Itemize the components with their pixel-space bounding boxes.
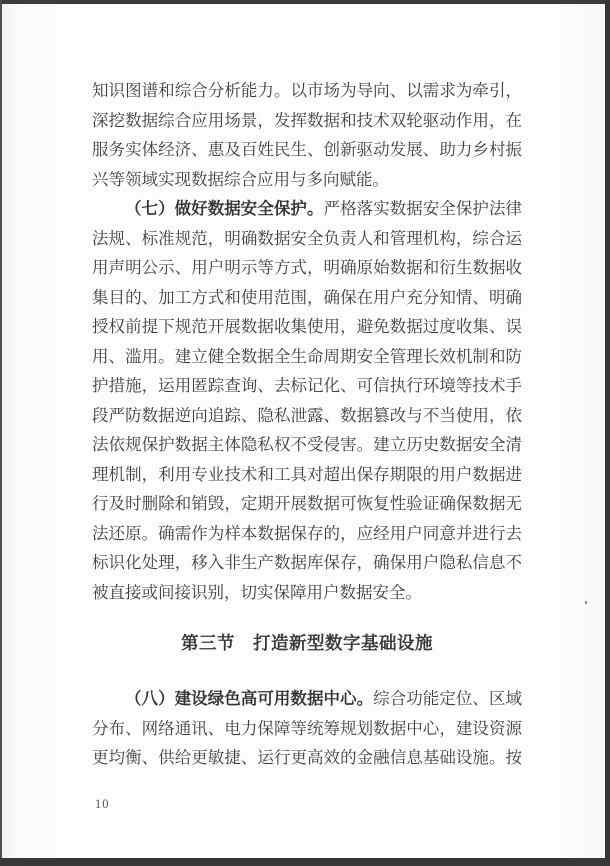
item-lead-bold: （八）建设绿色高可用数据中心。 (125, 689, 374, 708)
scan-border-right (605, 0, 610, 866)
text-line: 集目的、加工方式和使用范围，确保在用户充分知情、明确 (92, 287, 522, 307)
scan-border-left (0, 0, 2, 866)
text-line: 理机制，利用专业技术和工具对超出保存期限的用户数据进 (92, 464, 522, 484)
text-line: 护措施，运用匿踪查询、去标记化、可信执行环境等技术手 (92, 376, 522, 395)
text-line: 法还原。确需作为样本数据保存的，应经用户同意并进行去 (92, 523, 522, 543)
text-line: 用声明公示、用户明示等方式，明确原始数据和衍生数据收 (92, 258, 522, 277)
page-number: 10 (95, 797, 110, 811)
text-line: 更均衡、供给更敏捷、运行更高效的金融信息基础设施。按 (92, 748, 522, 767)
text-line: （八）建设绿色高可用数据中心。综合功能定位、区域 (125, 689, 523, 708)
text-line: 服务实体经济、惠及百姓民生、创新驱动发展、助力乡村振 (92, 140, 522, 159)
text-line: 知识图谱和综合分析能力。以市场为导向、以需求为牵引， (92, 81, 522, 100)
text-line: 法依规保护数据主体隐私权不受侵害。建立历史数据安全清 (92, 435, 522, 454)
scan-border-top (0, 0, 610, 4)
item-lead-bold: （七）做好数据安全保护。 (125, 199, 324, 218)
scan-border-bottom (0, 858, 610, 866)
text-line: 段严防数据逆向追踪、隐私泄露、数据篡改与不当使用，依 (92, 405, 522, 425)
text-line: 分布、网络通讯、电力保障等统筹规划数据中心，建设资源 (92, 718, 522, 738)
text-line: 被直接或间接识别，切实保障用户数据安全。 (92, 582, 422, 602)
text-line: 行及时删除和销毁，定期开展数据可恢复性验证确保数据无 (92, 494, 522, 513)
section-heading: 第三节 打造新型数字基础设施 (181, 633, 433, 653)
paragraph-item-seven-data-security (92, 194, 522, 607)
text-line: 用、滥用。建立健全数据全生命周期安全管理长效机制和防 (92, 346, 522, 366)
paragraph-item-eight-data-center (92, 684, 522, 773)
text-line: 深挖数据综合应用场景，发挥数据和技术双轮驱动作用，在 (92, 110, 522, 130)
text-line: （七）做好数据安全保护。严格落实数据安全保护法律 (125, 199, 523, 218)
scan-speck (585, 601, 587, 604)
paragraph-continuation (92, 76, 522, 194)
text-line: 法规、标准规范，明确数据安全负责人和管理机构，综合运 (92, 228, 522, 248)
text-line: 授权前提下规范开展数据收集使用，避免数据过度收集、误 (92, 317, 522, 336)
text-line: 标识化处理，移入非生产数据库保存，确保用户隐私信息不 (92, 553, 522, 572)
text-line: 兴等领域实现数据综合应用与多向赋能。 (92, 169, 389, 189)
